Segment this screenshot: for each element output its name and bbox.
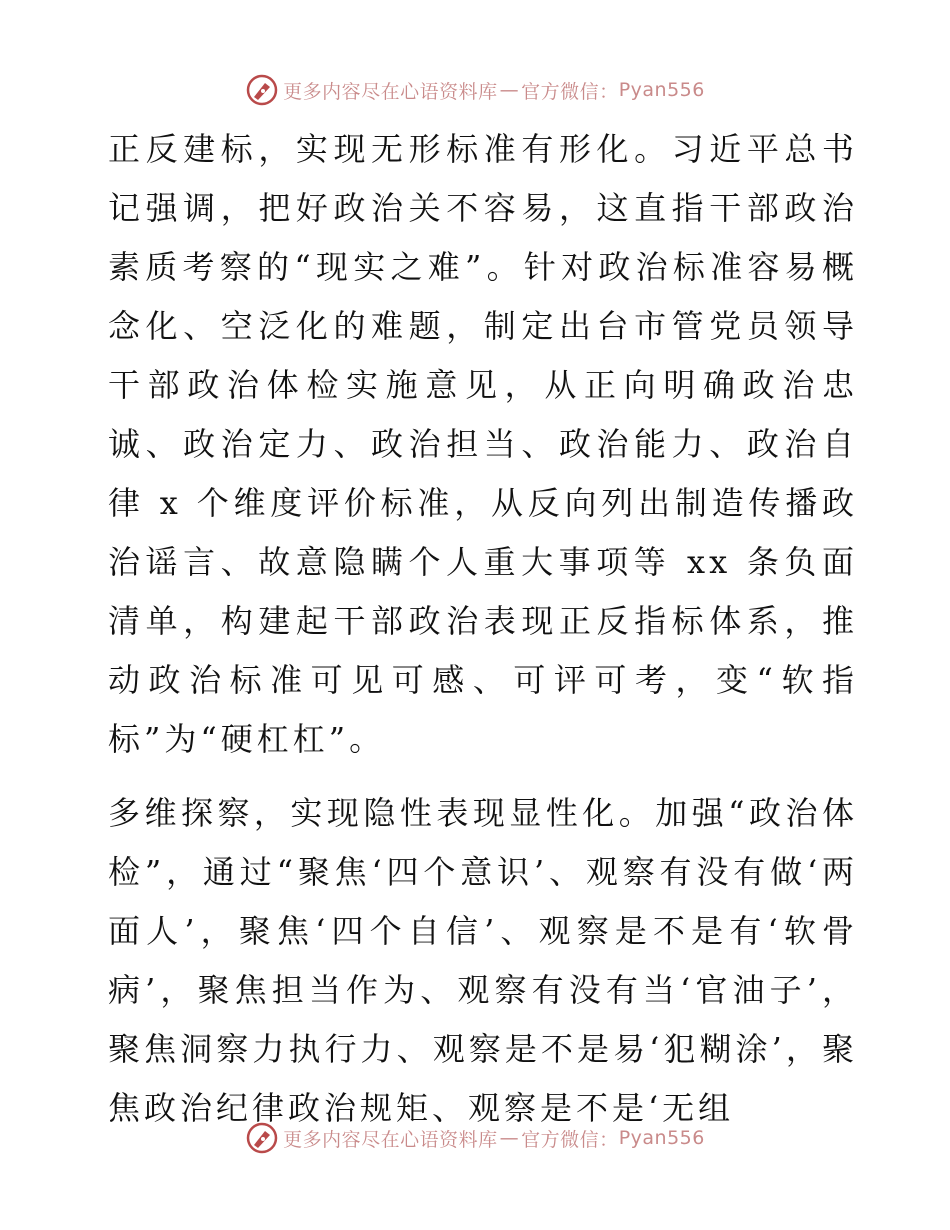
watermark-separator: — — [499, 79, 520, 101]
watermark-wechat-label: 官方微信： — [521, 1128, 619, 1151]
header-watermark — [0, 70, 950, 110]
watermark-wechat-label: 官方微信： — [521, 80, 619, 103]
paragraph-political-standards: 正反建标，实现无形标准有形化。习近平总书记强调，把好政治关不容易，这直指干部政治素质考察的“现实之难”。针对政治标准容易概念化、空泛化的难题，制定出台市管党员领导干部政治体检实施意见，从正向明确政治忠诚、政治定力、政治担当、政治能力、政治自律 x 个维度评价标准，从反向列出制造传播政治谣言、故意隐瞒个人重大事项等 xx 条负面清单，构建起干部政治表现正反指标体系，推动政治标准可见可感、可评可考，变“软指标”为“硬杠杠”。 — [108, 130, 858, 758]
watermark-main-text: 更多内容尽在心语资料库 — [283, 80, 498, 103]
pen-nib-logo-icon — [245, 73, 279, 107]
document-body — [98, 120, 858, 1138]
paragraph-multidimensional-inspection: 多维探察，实现隐性表现显性化。加强“政治体检”，通过“聚焦‘四个意识’、观察有没有做‘两面人’，聚焦‘四个自信’、观察是不是有‘软骨病’，聚焦担当作为、观察有没有当‘官油子’，聚焦洞察力执行力、观察是不是易‘犯糊涂’，聚焦政治纪律政治规矩、观察是不是‘无组 — [108, 794, 858, 1127]
watermark-wechat-id: Pyan556 — [618, 1127, 705, 1149]
watermark-separator: — — [499, 1127, 520, 1149]
watermark-main-text: 更多内容尽在心语资料库 — [283, 1128, 498, 1151]
watermark-wechat-id: Pyan556 — [618, 79, 705, 101]
pen-nib-logo-icon — [245, 1121, 279, 1155]
footer-watermark — [0, 1118, 950, 1158]
